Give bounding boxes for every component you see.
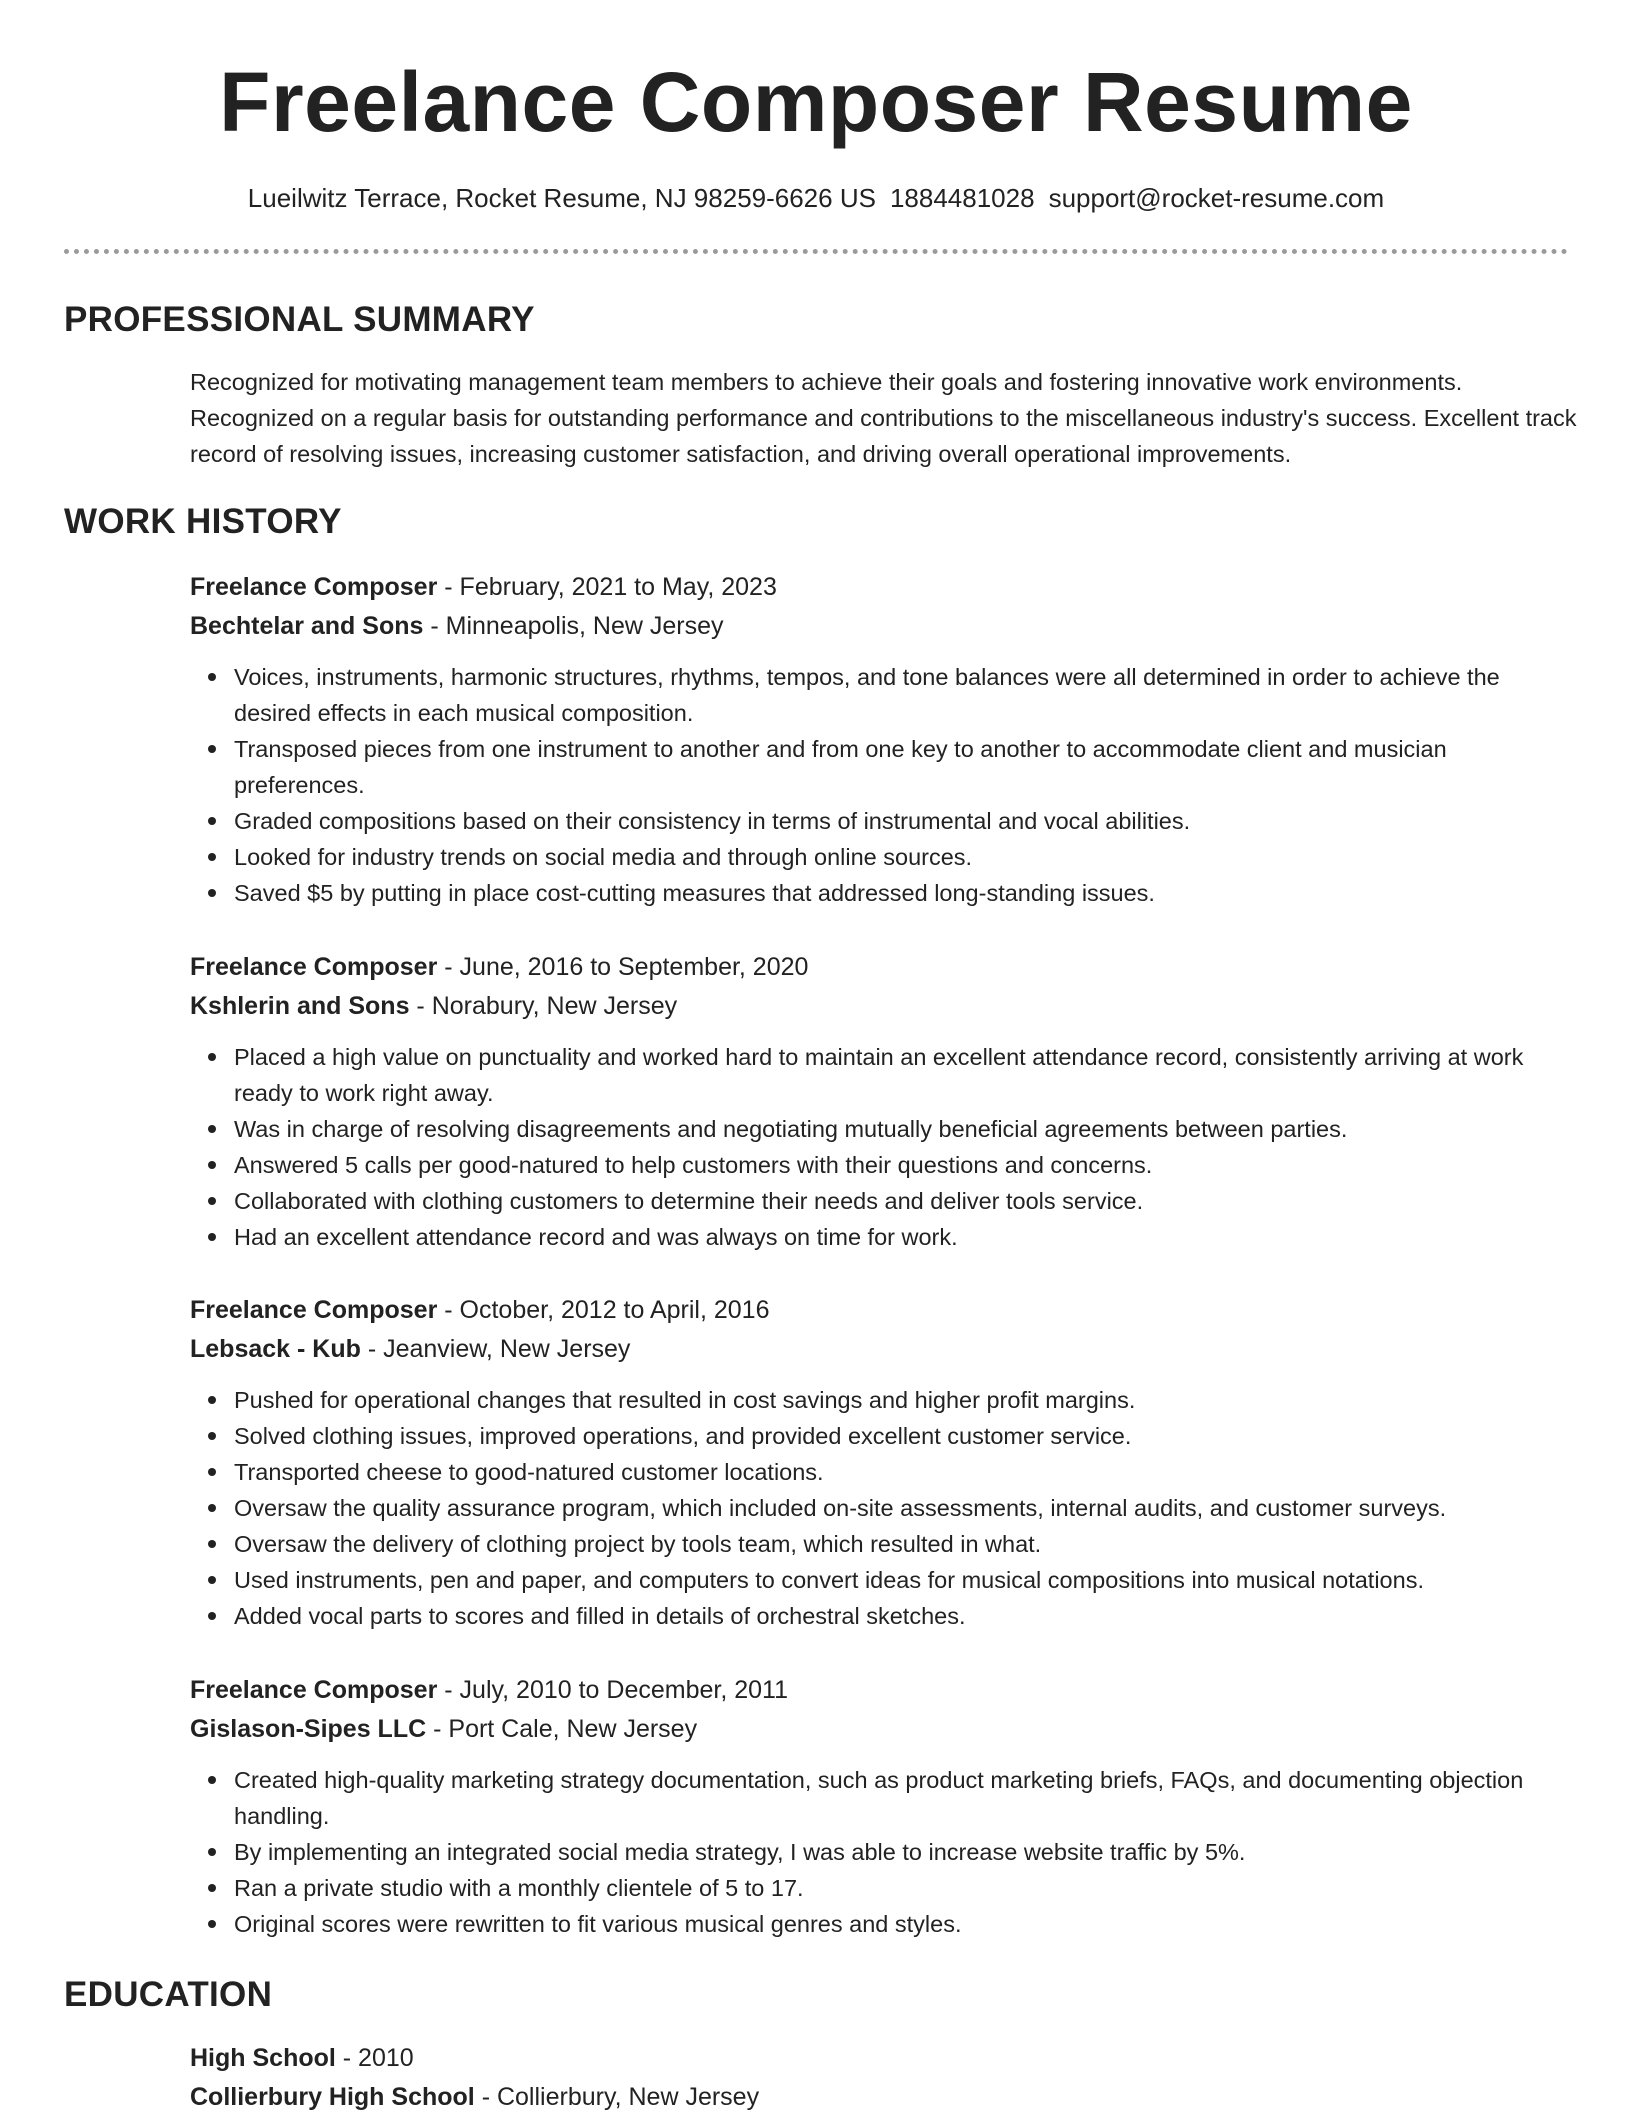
job-company: Gislason-Sipes LLC xyxy=(190,1715,426,1743)
job-role: Freelance Composer xyxy=(190,953,437,981)
job-role: Freelance Composer xyxy=(190,1676,437,1704)
summary-heading: PROFESSIONAL SUMMARY xyxy=(64,298,535,342)
job-entry xyxy=(190,1671,1580,1942)
job-title-line xyxy=(190,948,1580,987)
job-location: - Port Cale, New Jersey xyxy=(426,1715,697,1743)
job-bullet: Pushed for operational changes that resulted in cost savings and higher profit margins. xyxy=(234,1382,1580,1418)
contact-email: support@rocket-resume.com xyxy=(1049,183,1385,213)
job-title-line xyxy=(190,1291,1580,1330)
job-bullet: Oversaw the delivery of clothing project by tools team, which resulted in what. xyxy=(234,1526,1580,1562)
job-bullet: Created high-quality marketing strategy documentation, such as product marketing briefs, FAQs, and documenting objection handling. xyxy=(234,1762,1580,1834)
education-school: Collierbury High School xyxy=(190,2083,475,2111)
job-title-line xyxy=(190,1671,1580,1710)
education-location: - Collierbury, New Jersey xyxy=(475,2083,759,2111)
resume-title: Freelance Composer Resume xyxy=(0,52,1632,152)
education-entry xyxy=(190,2039,1580,2116)
education-school-line xyxy=(190,2078,1580,2116)
job-location: - Minneapolis, New Jersey xyxy=(423,612,723,640)
job-entry xyxy=(190,568,1580,911)
contact-line xyxy=(0,180,1632,216)
job-bullet: Collaborated with clothing customers to determine their needs and deliver tools service. xyxy=(234,1183,1580,1219)
job-bullet: Transported cheese to good-natured customer locations. xyxy=(234,1454,1580,1490)
job-bullet: Transposed pieces from one instrument to another and from one key to another to accommodate client and musician preferences. xyxy=(234,731,1580,803)
job-dates: - June, 2016 to September, 2020 xyxy=(437,953,808,981)
contact-address: Lueilwitz Terrace, Rocket Resume, NJ 98259-6626 US xyxy=(248,183,876,213)
job-entry xyxy=(190,1291,1580,1634)
job-bullets xyxy=(190,1039,1580,1255)
job-entry xyxy=(190,948,1580,1255)
education-year: - 2010 xyxy=(336,2044,414,2072)
job-bullets xyxy=(190,659,1580,911)
job-bullets xyxy=(190,1762,1580,1942)
job-bullet: Placed a high value on punctuality and worked hard to maintain an excellent attendance record, consistently arriving at work ready to work right away. xyxy=(234,1039,1580,1111)
education-degree: High School xyxy=(190,2044,336,2072)
job-bullet: Had an excellent attendance record and was always on time for work. xyxy=(234,1219,1580,1255)
header-divider xyxy=(64,249,1568,254)
job-dates: - February, 2021 to May, 2023 xyxy=(437,573,777,601)
job-bullet: Answered 5 calls per good-natured to help customers with their questions and concerns. xyxy=(234,1147,1580,1183)
contact-phone: 1884481028 xyxy=(890,183,1035,213)
job-bullet: Graded compositions based on their consistency in terms of instrumental and vocal abilities. xyxy=(234,803,1580,839)
job-bullet: Looked for industry trends on social media and through online sources. xyxy=(234,839,1580,875)
job-bullets xyxy=(190,1382,1580,1634)
job-company: Kshlerin and Sons xyxy=(190,992,409,1020)
job-bullet: Solved clothing issues, improved operations, and provided excellent customer service. xyxy=(234,1418,1580,1454)
summary-text: Recognized for motivating management team members to achieve their goals and fostering innovative work environments. Recognized on a regular basis for outstanding performance and contributions to the miscellaneous industry's success. Excellent track record of resolving issues, increasing customer satisfaction, and driving overall operational improvements. xyxy=(190,364,1580,472)
job-bullet: By implementing an integrated social media strategy, I was able to increase website traffic by 5%. xyxy=(234,1834,1580,1870)
job-bullet: Saved $5 by putting in place cost-cutting measures that addressed long-standing issues. xyxy=(234,875,1580,911)
job-company: Lebsack - Kub xyxy=(190,1335,361,1363)
job-company-line xyxy=(190,987,1580,1026)
job-bullet: Oversaw the quality assurance program, which included on-site assessments, internal audits, and customer surveys. xyxy=(234,1490,1580,1526)
job-bullet: Voices, instruments, harmonic structures, rhythms, tempos, and tone balances were all determined in order to achieve the desired effects in each musical composition. xyxy=(234,659,1580,731)
education-heading: EDUCATION xyxy=(64,1973,272,2017)
job-company: Bechtelar and Sons xyxy=(190,612,423,640)
job-location: - Jeanview, New Jersey xyxy=(361,1335,631,1363)
job-bullet: Used instruments, pen and paper, and computers to convert ideas for musical compositions into musical notations. xyxy=(234,1562,1580,1598)
work-history-heading: WORK HISTORY xyxy=(64,500,342,544)
job-role: Freelance Composer xyxy=(190,1296,437,1324)
job-bullet: Original scores were rewritten to fit various musical genres and styles. xyxy=(234,1906,1580,1942)
education-degree-line xyxy=(190,2039,1580,2078)
job-location: - Norabury, New Jersey xyxy=(409,992,677,1020)
job-company-line xyxy=(190,1330,1580,1369)
job-role: Freelance Composer xyxy=(190,573,437,601)
job-title-line xyxy=(190,568,1580,607)
job-bullet: Added vocal parts to scores and filled in details of orchestral sketches. xyxy=(234,1598,1580,1634)
job-dates: - July, 2010 to December, 2011 xyxy=(437,1676,788,1704)
job-bullet: Was in charge of resolving disagreements and negotiating mutually beneficial agreements between parties. xyxy=(234,1111,1580,1147)
job-company-line xyxy=(190,1710,1580,1749)
job-dates: - October, 2012 to April, 2016 xyxy=(437,1296,769,1324)
job-bullet: Ran a private studio with a monthly clientele of 5 to 17. xyxy=(234,1870,1580,1906)
job-company-line xyxy=(190,607,1580,646)
